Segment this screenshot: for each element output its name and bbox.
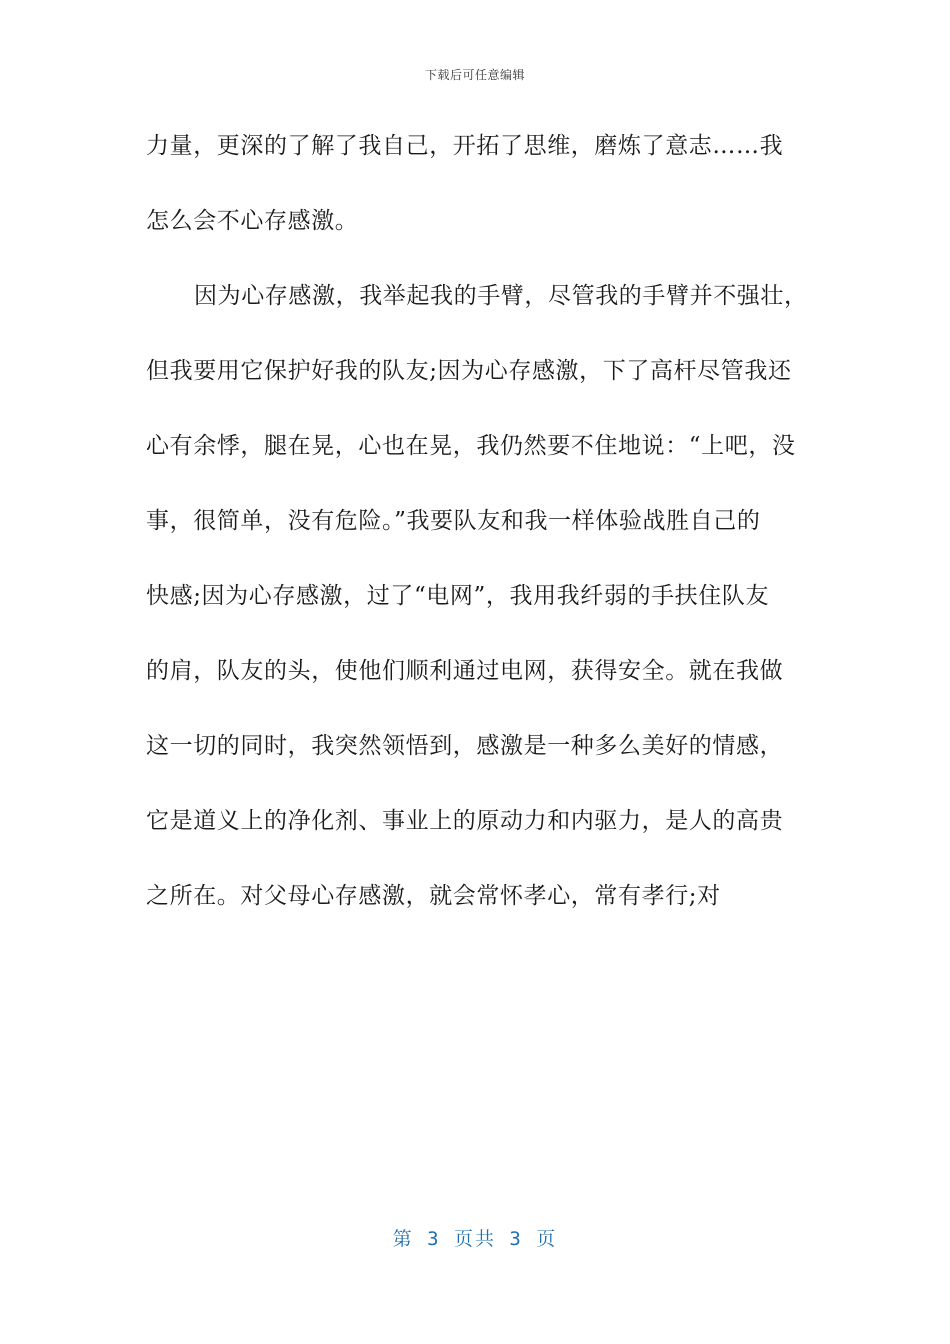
text-line: 的肩，队友的头，使他们顺利通过电网，获得安全。就在我做: [146, 658, 784, 684]
text-line: 心有余悸，腿在晃，心也在晃，我仍然要不住地说：“上吧，没: [146, 433, 796, 459]
page-header: 下载后可任意编辑: [424, 68, 525, 82]
text-line: 之所在。对父母心存感激，就会常怀孝心，常有孝行;对: [146, 883, 721, 909]
text-line: 这一切的同时，我突然领悟到，感激是一种多么美好的情感，: [146, 733, 784, 759]
text-line: 怎么会不心存感激。: [146, 208, 359, 234]
text-line: 但我要用它保护好我的队友;因为心存感激，下了高杆尽管我还: [146, 358, 792, 384]
text-line: 力量，更深的了解了我自己，开拓了思维，磨炼了意志……我: [146, 133, 784, 159]
text-line: 它是道义上的净化剂、事业上的原动力和内驱力，是人的高贵: [146, 808, 784, 834]
text-line: 快感;因为心存感激，过了“电网”，我用我纤弱的手扶住队友: [146, 583, 770, 609]
text-line: 事，很简单，没有危险。”我要队友和我一样体验战胜自己的: [146, 508, 761, 534]
paragraph-first-line: 因为心存感激，我举起我的手臂，尽管我的手臂并不强壮，: [194, 283, 808, 309]
document-body: [146, 124, 806, 949]
page-number-footer: 第 3 页共 3 页: [392, 1228, 558, 1250]
